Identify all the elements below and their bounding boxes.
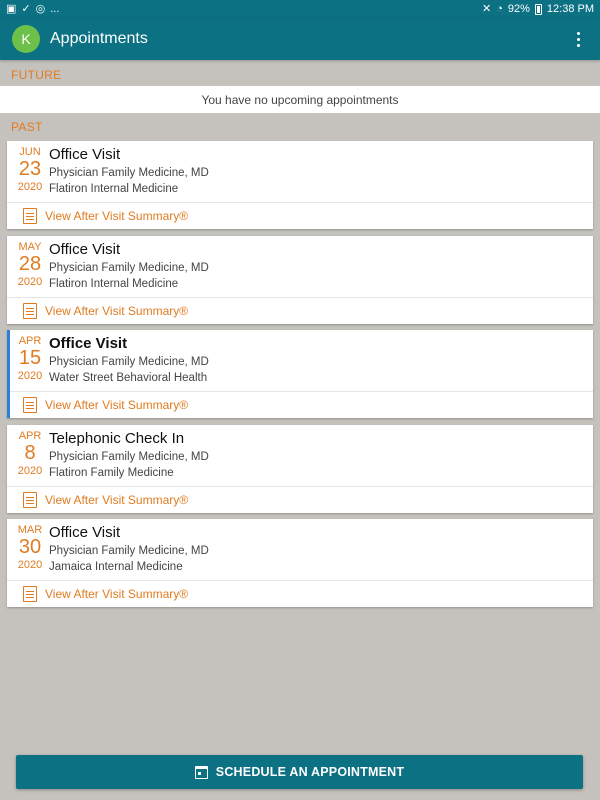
visit-type: Office Visit (49, 240, 121, 258)
provider-name: Physician Family Medicine, MD (49, 261, 209, 274)
view-summary-link[interactable] (7, 580, 593, 607)
view-summary-label: View After Visit Summary® (45, 398, 189, 412)
visit-type: Office Visit (49, 524, 121, 541)
schedule-appointment-button[interactable] (16, 755, 583, 789)
appointment-card[interactable] (7, 519, 593, 607)
date-year: 2020 (17, 559, 43, 571)
appointment-info (49, 429, 585, 481)
date-month: JUN (19, 146, 41, 158)
provider-name: Physician Family Medicine, MD (49, 356, 209, 368)
appointment-date (16, 524, 44, 571)
appointment-date (16, 146, 44, 193)
battery-icon (535, 4, 542, 15)
date-day: 15 (18, 347, 42, 369)
sync-icon: ◎ (35, 2, 46, 15)
date-day: 28 (18, 252, 42, 275)
date-month: APR (18, 429, 42, 442)
view-summary-link[interactable] (7, 202, 593, 229)
document-icon (23, 208, 37, 224)
check-icon: ✓ (21, 2, 31, 15)
date-day: 23 (18, 158, 42, 180)
appointment-date (16, 430, 44, 477)
past-header: PAST (11, 120, 43, 134)
mute-icon: ✕ (482, 2, 492, 15)
date-month: MAR (17, 524, 43, 536)
appointment-card-selected[interactable] (7, 330, 593, 418)
department-name: Jamaica Internal Medicine (49, 561, 183, 573)
date-year: 2020 (17, 275, 43, 288)
document-icon (23, 586, 37, 602)
view-summary-label: View After Visit Summary® (45, 492, 189, 507)
calendar-icon (195, 766, 208, 779)
date-month: MAY (18, 240, 42, 253)
page-title: Appointments (50, 30, 148, 47)
appointment-details[interactable] (7, 141, 593, 202)
past-appointments-list (7, 141, 593, 614)
document-icon (23, 397, 37, 413)
appointment-details[interactable] (7, 425, 593, 486)
date-year: 2020 (17, 181, 43, 193)
appointment-card[interactable] (7, 236, 593, 324)
visit-type: Office Visit (49, 335, 128, 352)
document-icon (23, 492, 37, 508)
department-name: Flatiron Internal Medicine (49, 277, 179, 290)
overflow-menu-icon[interactable] (568, 25, 588, 53)
future-header: FUTURE (11, 68, 62, 82)
view-summary-link[interactable] (7, 297, 593, 324)
date-year: 2020 (17, 370, 43, 382)
appointment-info (49, 334, 585, 386)
view-summary-link[interactable] (7, 391, 593, 418)
appointment-date (16, 241, 44, 288)
date-year: 2020 (17, 464, 43, 477)
image-icon: ▣ (6, 2, 17, 15)
visit-type: Office Visit (49, 146, 121, 163)
avatar[interactable]: K (12, 25, 40, 53)
status-right (482, 3, 594, 15)
appointment-card[interactable] (7, 141, 593, 229)
status-overflow: ... (50, 2, 60, 15)
provider-name: Physician Family Medicine, MD (49, 167, 209, 179)
department-name: Water Street Behavioral Health (49, 372, 208, 384)
appointment-date (16, 335, 44, 382)
status-left (6, 4, 59, 15)
appointment-details[interactable] (7, 330, 593, 391)
view-summary-label: View After Visit Summary® (45, 587, 189, 601)
view-summary-label: View After Visit Summary® (45, 209, 189, 223)
date-day: 8 (24, 441, 36, 464)
department-name: Flatiron Family Medicine (49, 466, 174, 479)
date-day: 30 (18, 536, 42, 558)
appointment-info (49, 145, 585, 197)
status-bar (0, 0, 600, 18)
appointment-card[interactable] (7, 425, 593, 513)
status-time: 12:38 PM (546, 3, 594, 15)
app-bar (0, 18, 600, 60)
date-month: APR (18, 335, 42, 347)
visit-type: Telephonic Check In (49, 429, 185, 447)
wifi-icon: ◔ (496, 2, 503, 15)
appointment-details[interactable] (7, 236, 593, 297)
no-upcoming-message: You have no upcoming appointments (0, 86, 600, 113)
view-summary-link[interactable] (7, 486, 593, 513)
view-summary-label: View After Visit Summary® (45, 303, 189, 318)
appointment-info (49, 523, 585, 575)
schedule-button-label: SCHEDULE AN APPOINTMENT (215, 765, 405, 779)
appointment-info (49, 240, 585, 292)
document-icon (23, 303, 37, 319)
battery-percent: 92% (507, 3, 530, 15)
department-name: Flatiron Internal Medicine (49, 183, 179, 195)
provider-name: Physician Family Medicine, MD (49, 450, 209, 463)
appointment-details[interactable] (7, 519, 593, 580)
provider-name: Physician Family Medicine, MD (49, 545, 209, 557)
